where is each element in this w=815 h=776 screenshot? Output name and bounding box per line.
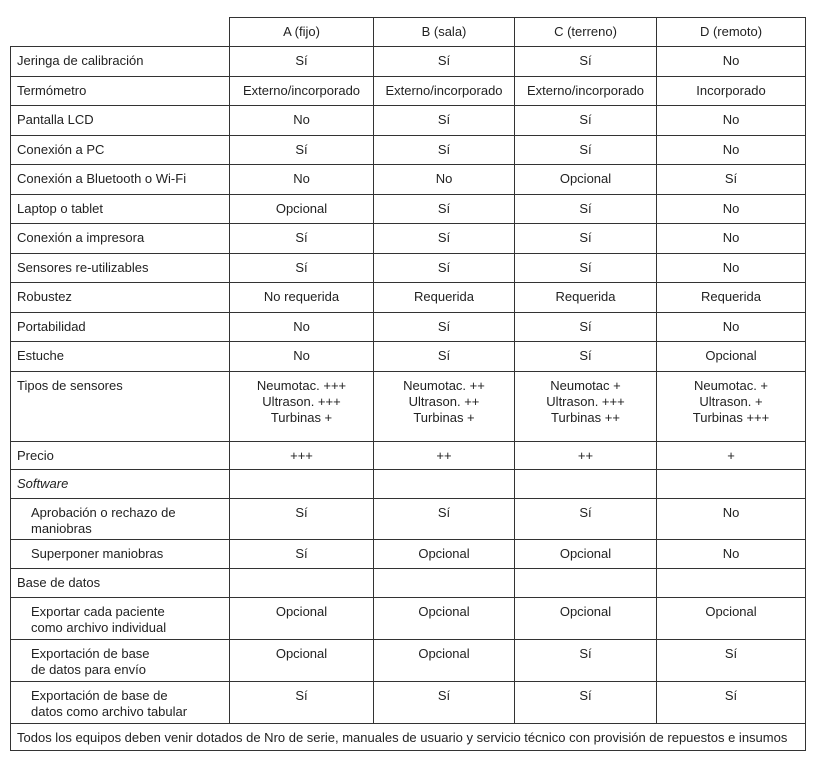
cell-c: Sí xyxy=(515,194,657,224)
row-label: Jeringa de calibración xyxy=(11,47,230,77)
cell-d: + xyxy=(657,441,806,469)
sensor-line: Turbinas + xyxy=(270,409,333,425)
cell-d: Opcional xyxy=(657,342,806,372)
row-robustez xyxy=(11,283,806,313)
cell-b: Opcional xyxy=(374,597,515,639)
cell-a: Sí xyxy=(230,539,374,568)
cell-c: Sí xyxy=(515,135,657,165)
row-footnote xyxy=(11,723,806,750)
cell-b: No xyxy=(374,165,515,195)
cell-b: Opcional xyxy=(374,639,515,681)
label-line: Exportación de base xyxy=(31,645,150,661)
cell-c xyxy=(515,371,657,441)
row-label: Pantalla LCD xyxy=(11,106,230,136)
cell-b: Sí xyxy=(374,47,515,77)
row-aprobacion-maniobras xyxy=(11,498,806,539)
cell-d: Sí xyxy=(657,165,806,195)
spec-table xyxy=(10,17,806,751)
row-estuche xyxy=(11,342,806,372)
cell-c: Sí xyxy=(515,342,657,372)
label-line: Exportar cada paciente xyxy=(31,603,165,619)
cell-c: Sí xyxy=(515,224,657,254)
cell-b: Requerida xyxy=(374,283,515,313)
cell-d: No xyxy=(657,498,806,539)
cell-b: ++ xyxy=(374,441,515,469)
cell-c: Externo/incorporado xyxy=(515,76,657,106)
row-label xyxy=(11,639,230,681)
cell-b: Opcional xyxy=(374,539,515,568)
cell-a: No xyxy=(230,342,374,372)
cell-d: No xyxy=(657,47,806,77)
row-impresora xyxy=(11,224,806,254)
cell-b: Sí xyxy=(374,312,515,342)
cell-c: Sí xyxy=(515,639,657,681)
row-label xyxy=(11,681,230,723)
row-label: Conexión a Bluetooth o Wi-Fi xyxy=(11,165,230,195)
sensor-line: Neumotac + xyxy=(550,377,621,393)
cell-a: Sí xyxy=(230,224,374,254)
row-laptop-tablet xyxy=(11,194,806,224)
header-col-b: B (sala) xyxy=(374,18,515,47)
sensor-line: Neumotac. ++ xyxy=(403,377,485,393)
cell-b: Sí xyxy=(374,681,515,723)
row-label: Conexión a impresora xyxy=(11,224,230,254)
section-software xyxy=(11,469,806,498)
cell-a: Sí xyxy=(230,253,374,283)
row-pantalla-lcd xyxy=(11,106,806,136)
label-line: Aprobación o rechazo de xyxy=(31,504,176,520)
cell-a xyxy=(230,469,374,498)
cell-d: No xyxy=(657,106,806,136)
row-label xyxy=(11,597,230,639)
cell-d: Opcional xyxy=(657,597,806,639)
cell-a: Opcional xyxy=(230,597,374,639)
row-exportacion-tabular xyxy=(11,681,806,723)
section-label: Base de datos xyxy=(11,568,230,597)
cell-a: Sí xyxy=(230,681,374,723)
sensor-line: Ultrason. +++ xyxy=(546,393,625,409)
cell-c: Sí xyxy=(515,681,657,723)
row-label: Superponer maniobras xyxy=(11,539,230,568)
cell-c: Sí xyxy=(515,312,657,342)
header-col-d: D (remoto) xyxy=(657,18,806,47)
cell-b: Sí xyxy=(374,106,515,136)
sensor-line: Neumotac. + xyxy=(693,377,769,393)
row-label: Conexión a PC xyxy=(11,135,230,165)
cell-b: Sí xyxy=(374,342,515,372)
sensor-line: Ultrason. ++ xyxy=(408,393,480,409)
sensor-line: Turbinas + xyxy=(413,409,475,425)
cell-c: Sí xyxy=(515,47,657,77)
header-col-a: A (fijo) xyxy=(230,18,374,47)
sensor-line: Neumotac. +++ xyxy=(256,377,347,393)
cell-c xyxy=(515,568,657,597)
row-portabilidad xyxy=(11,312,806,342)
cell-b xyxy=(374,469,515,498)
cell-d: Sí xyxy=(657,639,806,681)
cell-d: Incorporado xyxy=(657,76,806,106)
cell-b: Sí xyxy=(374,498,515,539)
section-label: Software xyxy=(11,469,230,498)
label-line: maniobras xyxy=(31,520,92,536)
cell-d xyxy=(657,469,806,498)
cell-a: Sí xyxy=(230,47,374,77)
cell-c: Opcional xyxy=(515,597,657,639)
cell-a: No xyxy=(230,106,374,136)
cell-b: Sí xyxy=(374,224,515,254)
cell-d xyxy=(657,568,806,597)
cell-b xyxy=(374,371,515,441)
cell-a: Sí xyxy=(230,135,374,165)
row-label: Robustez xyxy=(11,283,230,313)
cell-d: No xyxy=(657,312,806,342)
cell-b: Externo/incorporado xyxy=(374,76,515,106)
header-col-c: C (terreno) xyxy=(515,18,657,47)
cell-a: Opcional xyxy=(230,639,374,681)
cell-c: ++ xyxy=(515,441,657,469)
row-label: Sensores re-utilizables xyxy=(11,253,230,283)
cell-c: Sí xyxy=(515,253,657,283)
row-conexion-pc xyxy=(11,135,806,165)
cell-c: Sí xyxy=(515,498,657,539)
label-line: como archivo individual xyxy=(31,619,167,635)
cell-a: Opcional xyxy=(230,194,374,224)
cell-a: Externo/incorporado xyxy=(230,76,374,106)
cell-b: Sí xyxy=(374,194,515,224)
row-precio xyxy=(11,441,806,469)
row-label: Portabilidad xyxy=(11,312,230,342)
cell-a: No requerida xyxy=(230,283,374,313)
cell-c: Sí xyxy=(515,106,657,136)
cell-d xyxy=(657,371,806,441)
row-label: Termómetro xyxy=(11,76,230,106)
row-label: Laptop o tablet xyxy=(11,194,230,224)
row-label: Estuche xyxy=(11,342,230,372)
row-termometro xyxy=(11,76,806,106)
cell-a: Sí xyxy=(230,498,374,539)
cell-c: Requerida xyxy=(515,283,657,313)
cell-a: No xyxy=(230,165,374,195)
cell-b: Sí xyxy=(374,135,515,165)
row-jeringa xyxy=(11,47,806,77)
sensor-line: Turbinas ++ xyxy=(551,409,620,425)
row-exportar-paciente xyxy=(11,597,806,639)
header-row xyxy=(11,18,806,47)
cell-d: No xyxy=(657,224,806,254)
cell-b xyxy=(374,568,515,597)
table-footnote: Todos los equipos deben venir dotados de Nro de serie, manuales de usuario y servicio técnico con provisión de repuestos e insumos xyxy=(11,723,806,750)
row-label: Tipos de sensores xyxy=(11,371,230,441)
cell-c xyxy=(515,469,657,498)
row-tipos-sensores xyxy=(11,371,806,441)
header-corner xyxy=(11,18,230,47)
sensor-line: Ultrason. +++ xyxy=(262,393,341,409)
cell-d: No xyxy=(657,253,806,283)
sensor-line: Ultrason. + xyxy=(699,393,763,409)
label-line: datos como archivo tabular xyxy=(31,703,188,719)
cell-d: Requerida xyxy=(657,283,806,313)
cell-d: No xyxy=(657,539,806,568)
row-exportacion-envio xyxy=(11,639,806,681)
cell-d: Sí xyxy=(657,681,806,723)
row-bluetooth-wifi xyxy=(11,165,806,195)
label-line: de datos para envío xyxy=(31,661,146,677)
section-base-datos xyxy=(11,568,806,597)
cell-d: No xyxy=(657,194,806,224)
cell-a xyxy=(230,568,374,597)
cell-c: Opcional xyxy=(515,165,657,195)
row-label xyxy=(11,498,230,539)
cell-a: +++ xyxy=(230,441,374,469)
row-superponer-maniobras xyxy=(11,539,806,568)
label-line: Exportación de base de xyxy=(31,687,168,703)
cell-b: Sí xyxy=(374,253,515,283)
cell-c: Opcional xyxy=(515,539,657,568)
cell-a xyxy=(230,371,374,441)
row-label: Precio xyxy=(11,441,230,469)
sensor-line: Turbinas +++ xyxy=(692,409,770,425)
row-sensores-reutilizables xyxy=(11,253,806,283)
cell-a: No xyxy=(230,312,374,342)
cell-d: No xyxy=(657,135,806,165)
